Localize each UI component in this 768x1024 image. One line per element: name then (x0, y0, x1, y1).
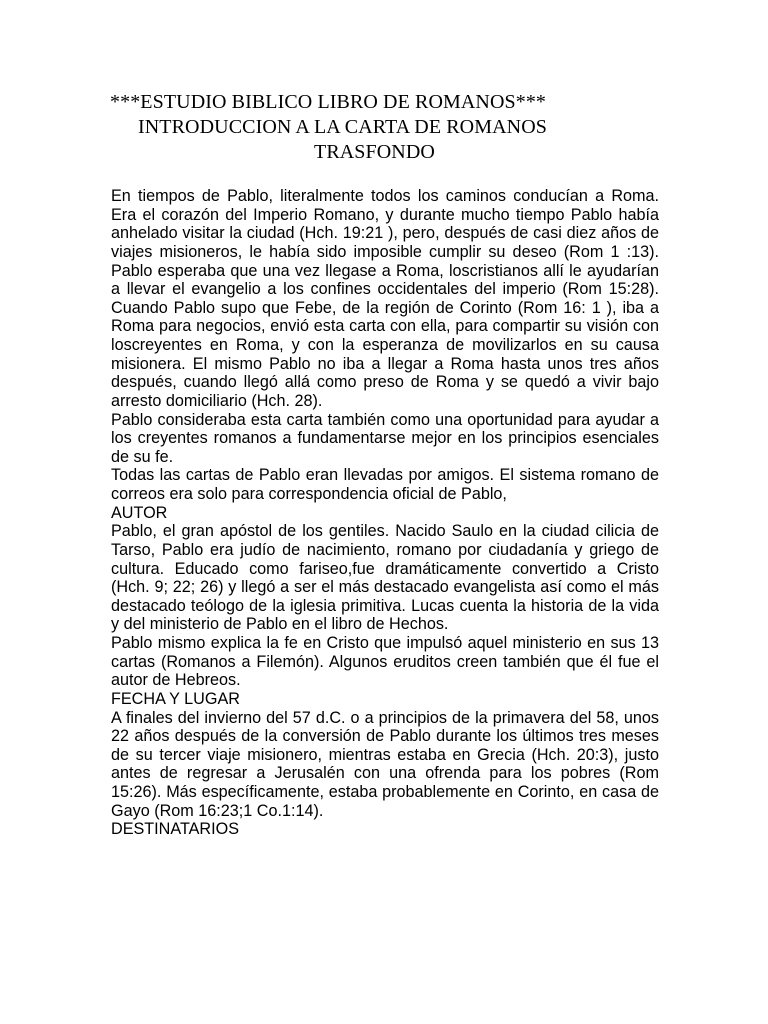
title-line-background: TRASFONDO (314, 141, 435, 163)
heading-date-place: FECHA Y LUGAR (111, 689, 240, 708)
paragraph-author: Pablo, el gran apóstol de los gentiles. Nacido Saulo en la ciudad cilicia de Tarso, Pablo era judío de nacimiento, romano por ciudadanía y griego de cultura. Educado como fariseo,fue dramáticamente convertido a Cristo (Hch. 9; 22; 26) y llegó a ser el más destacado evangelista así como el más destacado teólogo de la iglesia primitiva. Lucas cuenta la historia de la vida y del ministerio de Pablo en el libro de Hechos. (111, 522, 659, 634)
document-title (0, 90, 768, 165)
heading-recipients: DESTINATARIOS (111, 820, 240, 839)
title-line-introduction: INTRODUCCION A LA CARTA DE ROMANOS (138, 116, 547, 138)
paragraph-letters: Todas las cartas de Pablo eran llevadas por amigos. El sistema romano de correos era solo para correspondencia oficial de Pablo, (111, 466, 659, 503)
title-line-study: ***ESTUDIO BIBLICO LIBRO DE ROMANOS*** (110, 91, 547, 113)
paragraph-author-letters: Pablo mismo explica la fe en Cristo que impulsó aquel ministerio en sus 13 cartas (Romanos a Filemón). Algunos eruditos creen también que él fue el autor de Hebreos. (111, 634, 659, 690)
paragraph-background: En tiempos de Pablo, literalmente todos los caminos conducían a Roma. Era el corazón del Imperio Romano, y durante mucho tiempo Pablo había anhelado visitar la ciudad (Hch. 19:21 ), pero, después de casi diez años de viajes misioneros, le había sido imposible cumplir su deseo (Rom 1 :13). Pablo esperaba que una vez llegase a Roma, loscristianos allí le ayudarían a llevar el evangelio a los confines occidentales del imperio (Rom 15:28). Cuando Pablo supo que Febe, de la región de Corinto (Rom 16: 1 ), iba a Roma para negocios, envió esta carta con ella, para compartir su visión con loscreyentes en Roma, y con la esperanza de movilizarlos en su causa misionera. El mismo Pablo no iba a llegar a Roma hasta unos tres años después, cuando llegó allá como preso de Roma y se quedó a vivir bajo arresto domiciliario (Hch. 28). (111, 187, 659, 410)
heading-author: AUTOR (111, 503, 168, 522)
document-body (111, 187, 659, 839)
paragraph-purpose: Pablo consideraba esta carta también como una oportunidad para ayudar a los creyentes romanos a fundamentarse mejor en los principios esenciales de su fe. (111, 410, 659, 466)
paragraph-date-place: A finales del invierno del 57 d.C. o a principios de la primavera del 58, unos 22 años después de la conversión de Pablo durante los últimos tres meses de su tercer viaje misionero, mientras estaba en Grecia (Hch. 20:3), justo antes de regresar a Jerusalén con una ofrenda para los pobres (Rom 15:26). Más específicamente, estaba probablemente en Corinto, en casa de Gayo (Rom 16:23;1 Co.1:14). (111, 708, 659, 820)
